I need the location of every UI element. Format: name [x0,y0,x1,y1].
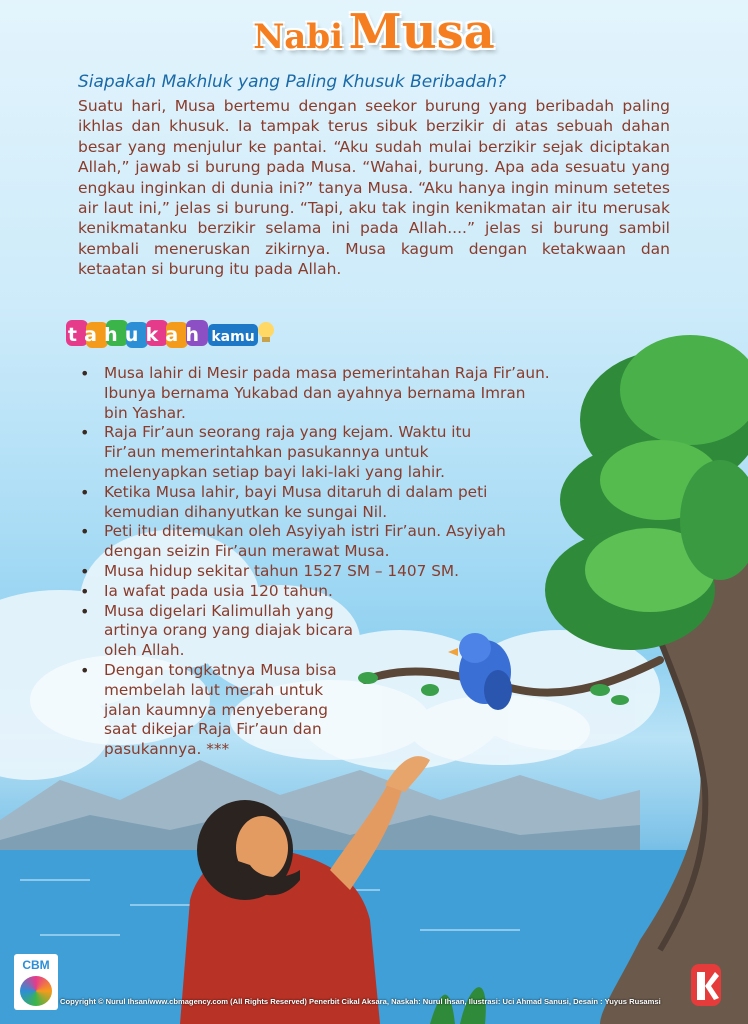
cbm-logo-text: CBM [22,958,50,972]
fact-item: • Ketika Musa lahir, bayi Musa ditaruh di dalam peti kemudian dihanyutkan ke sungai Nil. [80,483,550,523]
fact-item: • Dengan tongkatnya Musa bisa membelah laut merah untuk jalan kaumnya menyeberang saat dikejar Raja Fir’aun dan pasukannya. *** [80,661,342,760]
lightbulb-icon [258,322,274,342]
facts-list [80,364,550,760]
story-heading: Siapakah Makhluk yang Paling Khusuk Beribadah? [78,72,507,92]
story-paragraph: Suatu hari, Musa bertemu dengan seekor burung yang beribadah paling ikhlas dan khusuk. Ia tampak terus sibuk berzikir di atas sebuah dahan besar yang menjulur ke pantai. “Aku sudah mulai berzikir sejak diciptakan Allah,” jawab si burung pada Musa. “Wahai, burung. Apa ada sesuatu yang engkau inginkan di dunia ini?” tanya Musa. “Aku hanya ingin minum setetes air laut ini,” jelas si burung. “Tapi, aku tak ingin kenikmatan air itu merusak kenikmatanku berzikir selama ini pada Allah....” jelas si burung sambil kembali meneruskan zikirnya. Musa kagum dengan ketakwaan dan ketaatan si burung itu pada Allah. [78,97,670,279]
fact-item: • Musa digelari Kalimullah yang artinya orang yang diajak bicara oleh Allah. [80,602,374,661]
logo-emblem-icon [20,976,52,1006]
copyright-footer: Copyright © Nurul Ihsan/www.cbmagency.com (All Rights Reserved) Penerbit Cikal Aksara, Naskah: Nurul Ihsan, Ilustrasi: Uci Ahmad Sanusi, Desain : Yuyus Rusamsi [60,997,661,1006]
page-title [0,4,748,60]
fact-item: • Musa hidup sekitar tahun 1527 SM – 1407 SM. [80,562,550,582]
fact-item: • Ia wafat pada usia 120 tahun. [80,582,550,602]
title-word-nabi: Nabi [253,17,344,57]
badge-text-kamu: kamu [211,329,255,345]
fact-item: • Musa lahir di Mesir pada masa pemerintahan Raja Fir’aun. Ibunya bernama Yukabad dan ayahnya bernama Imran bin Yashar. [80,364,550,423]
title-word-musa: Musa [348,4,495,60]
badge-text-tahukah: tahukah [67,324,207,346]
tahukah-kamu-badge [64,314,276,352]
fact-item: • Peti itu ditemukan oleh Asyiyah istri Fir’aun. Asyiyah dengan seizin Fir’aun merawat Musa. [80,522,550,562]
fact-item: • Raja Fir’aun seorang raja yang kejam. Waktu itu Fir’aun memerintahkan pasukannya untuk melenyapkan setiap bayi laki-laki yang lahir. [80,423,504,482]
cbm-logo [14,954,58,1010]
